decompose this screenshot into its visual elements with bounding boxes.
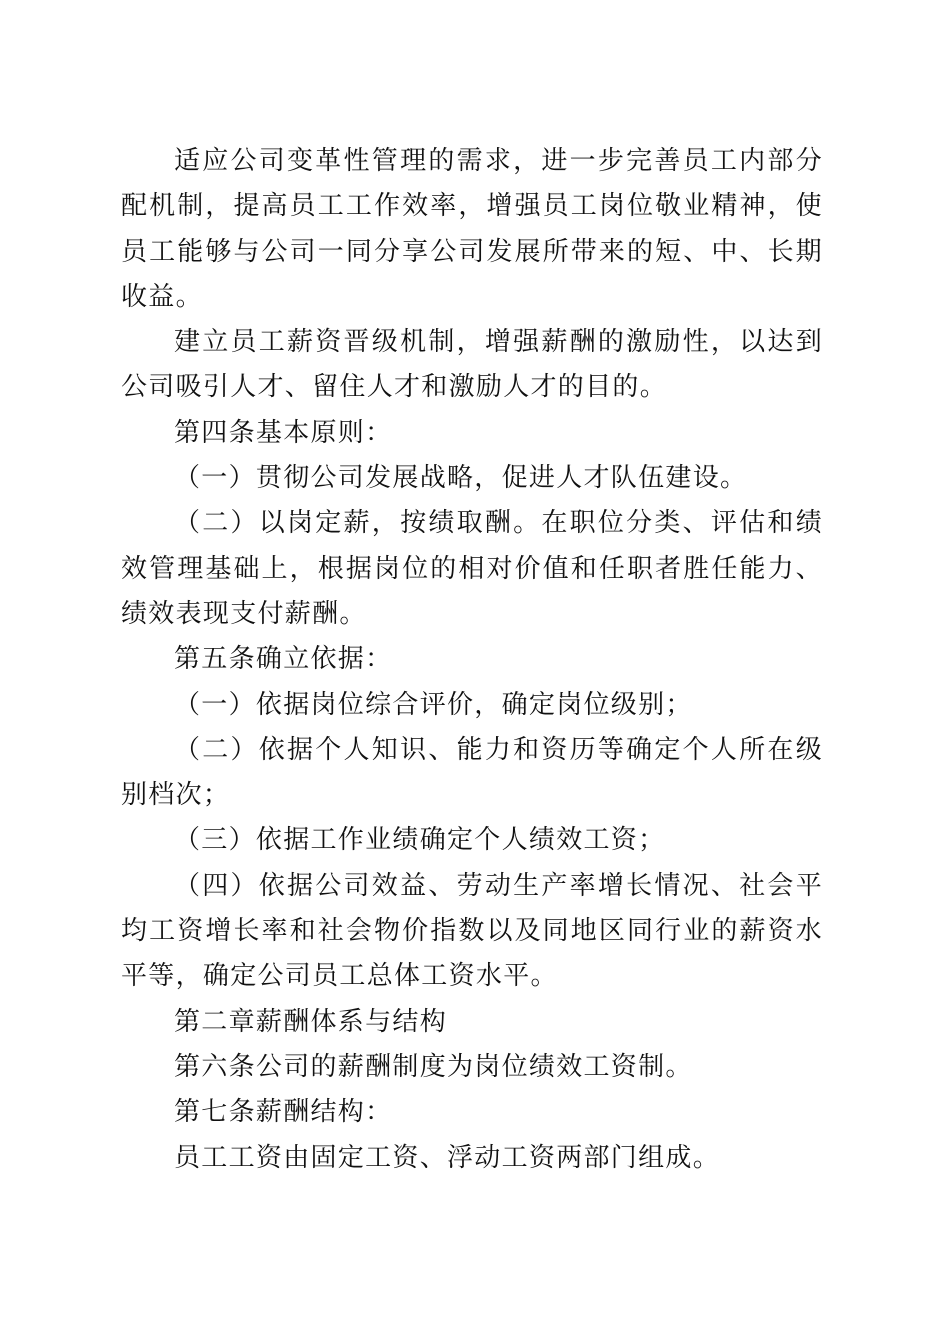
- article-4-heading: 第四条基本原则：: [174, 417, 393, 448]
- article-7-body: 员工工资由固定工资、浮动工资两部门组成。: [174, 1142, 721, 1173]
- article-5-item-3: （三）依据工作业绩确定个人绩效工资；: [174, 825, 666, 856]
- article-5-item-4: （四）依据公司效益、劳动生产率增长情况、社会平均工资增长率和社会物价指数以及同地区同行业的薪资水平等，确定公司员工总体工资水平。: [121, 870, 823, 992]
- article-6: 第六条公司的薪酬制度为岗位绩效工资制。: [174, 1051, 693, 1082]
- article-5-item-1: （一）依据岗位综合评价，确定岗位级别；: [174, 689, 693, 720]
- chapter-2-heading: 第二章薪酬体系与结构: [174, 1006, 448, 1037]
- article-4-item-2: （二）以岗定薪，按绩取酬。在职位分类、评估和绩效管理基础上，根据岗位的相对价值和任职者胜任能力、绩效表现支付薪酬。: [121, 508, 823, 629]
- paragraph-purpose-2: 建立员工薪资晋级机制，增强薪酬的激励性，以达到公司吸引人才、留住人才和激励人才的目的。: [121, 327, 823, 403]
- article-5-item-2: （二）依据个人知识、能力和资历等确定个人所在级别档次；: [121, 734, 823, 811]
- article-4-item-1: （一）贯彻公司发展战略，促进人才队伍建设。: [174, 463, 748, 494]
- paragraph-purpose-1: 适应公司变革性管理的需求，进一步完善员工内部分配机制，提高员工工作效率，增强员工岗位敬业精神，使员工能够与公司一同分享公司发展所带来的短、中、长期收益。: [121, 146, 823, 312]
- document-body: [121, 139, 823, 1181]
- article-5-heading: 第五条确立依据：: [174, 644, 393, 675]
- article-7-heading: 第七条薪酬结构：: [174, 1097, 393, 1128]
